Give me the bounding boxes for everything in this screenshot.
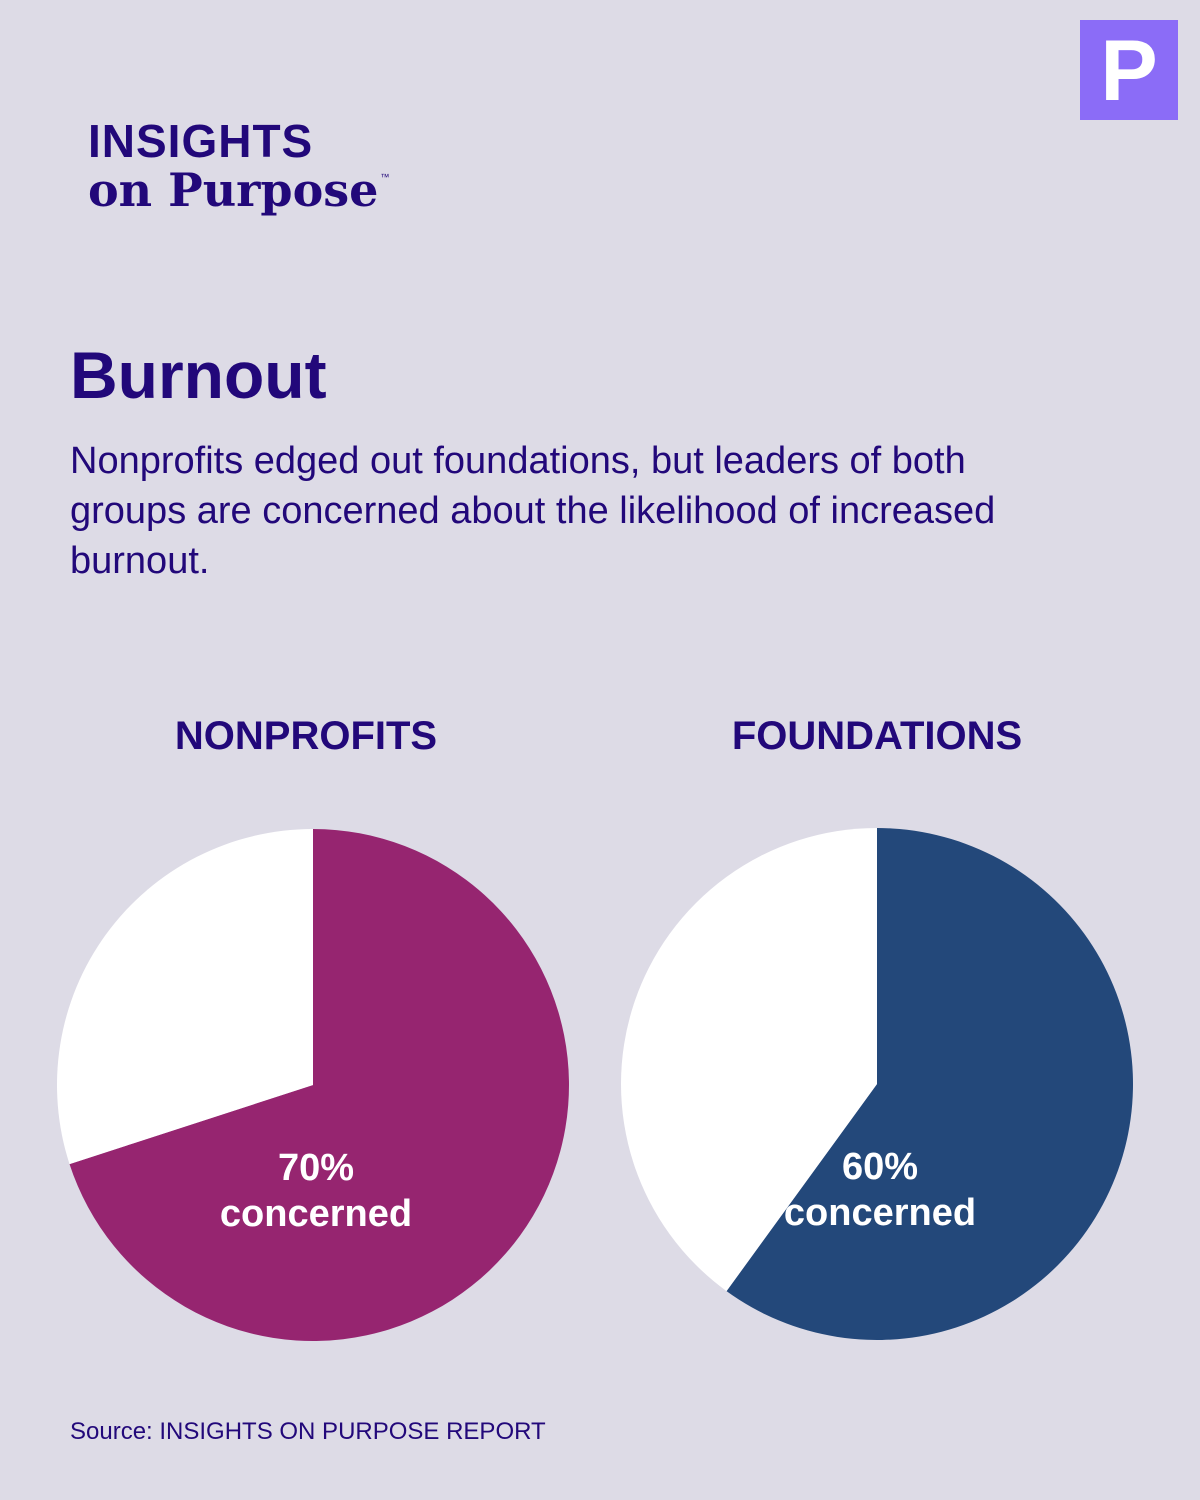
brand-name-line2-text: on Purpose: [88, 163, 379, 217]
brand-name-line1: INSIGHTS: [88, 115, 314, 167]
nonprofits-pie-chart: [56, 828, 570, 1342]
page-title: Burnout: [70, 338, 327, 412]
trademark-mark: ™: [380, 172, 390, 182]
nonprofits-percent-label: 70%: [277, 1147, 355, 1189]
foundations-chart-title: FOUNDATIONS: [731, 714, 1023, 758]
source-note: Source: INSIGHTS ON PURPOSE REPORT: [70, 1418, 546, 1445]
brand-name-line2: [88, 163, 390, 217]
foundations-percent-label: 60%: [841, 1146, 919, 1188]
brand-badge: [1080, 20, 1178, 120]
nonprofits-concerned-label: concerned: [219, 1193, 413, 1235]
nonprofits-chart-title: NONPROFITS: [174, 714, 438, 758]
foundations-concerned-label: concerned: [783, 1192, 977, 1234]
page-subtitle: Nonprofits edged out foundations, but leaders of both groups are concerned about the likelihood of increased burnout.: [70, 440, 996, 582]
foundations-pie-chart: [620, 827, 1134, 1341]
brand-badge-letter: P: [1100, 23, 1158, 119]
